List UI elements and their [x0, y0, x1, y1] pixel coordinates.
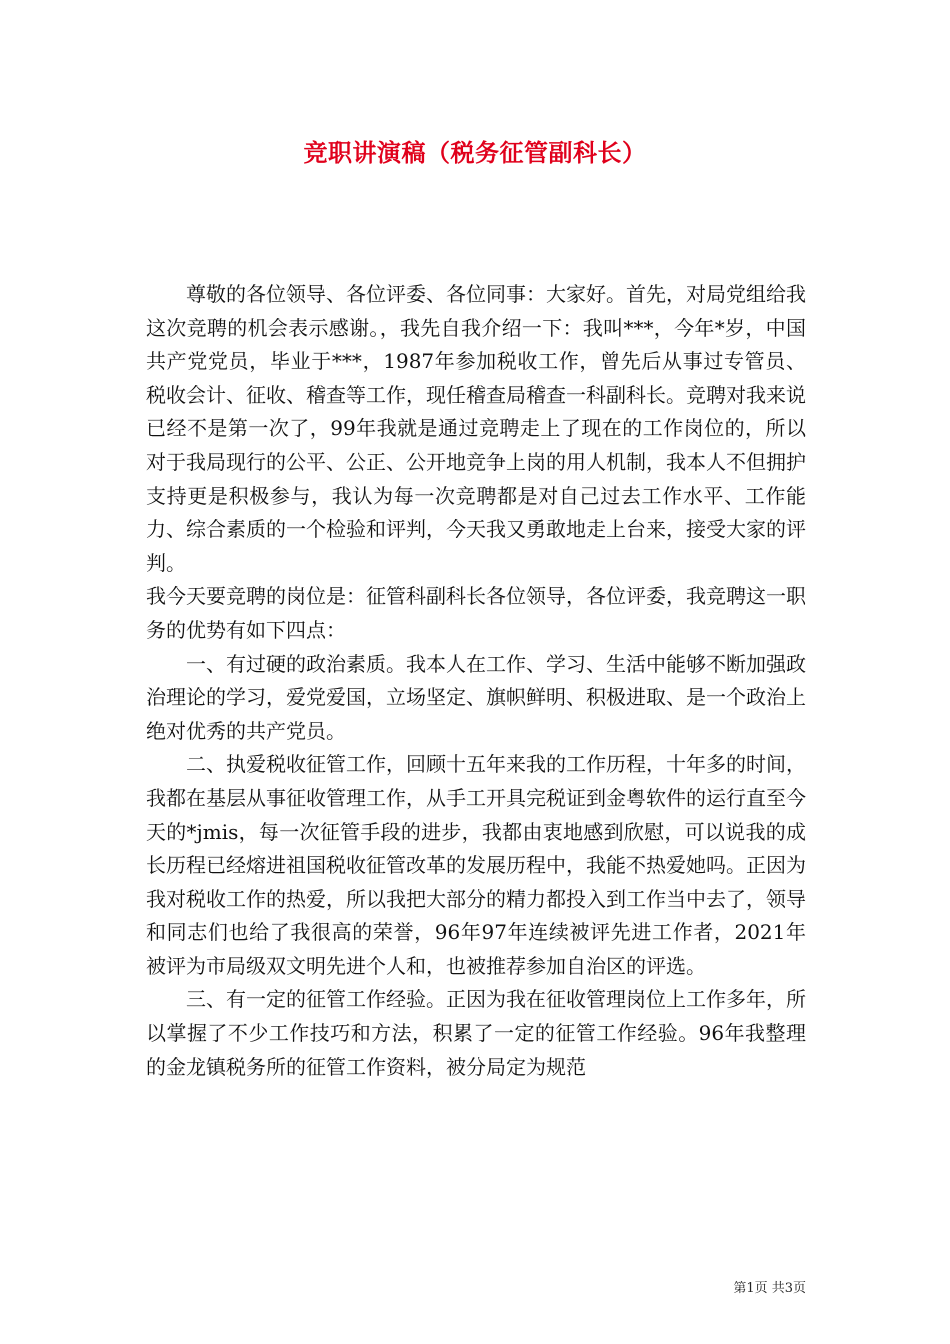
paragraph-point-1: 一、有过硬的政治素质。我本人在工作、学习、生活中能够不断加强政治理论的学习，爱党爱国，立场坚定、旗帜鲜明、积极进取、是一个政治上绝对优秀的共产党员。: [146, 651, 806, 743]
document-body: [146, 278, 806, 1084]
paragraph-point-3: 三、有一定的征管工作经验。正因为我在征收管理岗位上工作多年，所以掌握了不少工作技巧和方法，积累了一定的征管工作经验。96年我整理的金龙镇税务所的征管工作资料，被分局定为规范: [146, 987, 806, 1079]
page-title: 竞职讲演稿（税务征管副科长）: [303, 138, 647, 167]
paragraph-point-2: 二、执爱税收征管工作，回顾十五年来我的工作历程，十年多的时间，我都在基层从事征收管理工作，从手工开具完税证到金粤软件的运行直至今天的*jmis，每一次征管手段的进步，我都由衷地感到欣慰，可以说我的成长历程已经熔进祖国税收征管改革的发展历程中，我能不热爱她吗。正因为我对税收工作的热爱，所以我把大部分的精力都投入到工作当中去了，领导和同志们也给了我很高的荣誉，96年97年连续被评先进工作者，2021年被评为市局级双文明先进个人和，也被推荐参加自治区的评选。: [146, 752, 806, 978]
paragraph-intro: 尊敬的各位领导、各位评委、各位同事：大家好。首先，对局党组给我这次竞聘的机会表示感谢。，我先自我介绍一下：我叫***，今年*岁，中国共产党党员，毕业于***，1987年参加税收工作，曾先后从事过专管员、税收会计、征收、稽查等工作，现任稽查局稽查一科副科长。竞聘对我来说已经不是第一次了，99年我就是通过竞聘走上了现在的工作岗位的，所以对于我局现行的公平、公正、公开地竞争上岗的用人机制，我本人不但拥护支持更是积极参与，我认为每一次竞聘都是对自己过去工作水平、工作能力、综合素质的一个检验和评判，今天我又勇敢地走上台来，接受大家的评判。: [146, 282, 806, 575]
paragraph-position: 我今天要竞聘的岗位是：征管科副科长各位领导，各位评委，我竞聘这一职务的优势有如下四点：: [146, 584, 806, 642]
page-number: 第1页 共3页: [733, 1281, 806, 1296]
